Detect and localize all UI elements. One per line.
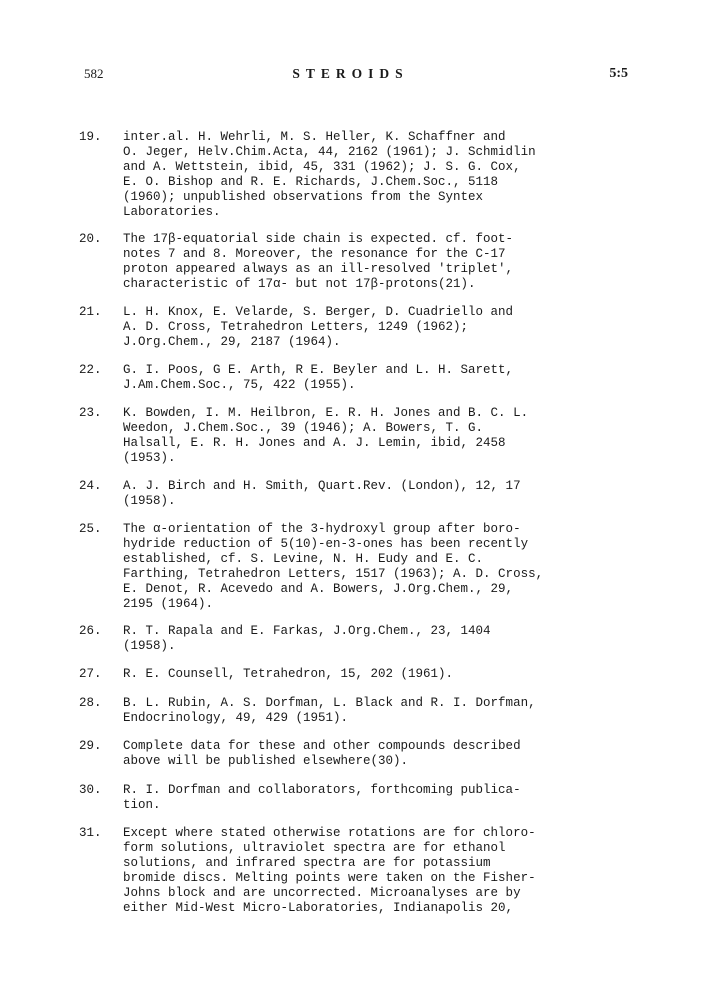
reference-line: above will be published elsewhere(30). [123,754,409,768]
reference-line: J.Am.Chem.Soc., 75, 422 (1955). [123,378,356,392]
reference-line: A. J. Birch and H. Smith, Quart.Rev. (London), 12, 17 [123,479,521,493]
page-header [0,66,701,86]
reference-line: (1958). [123,494,176,508]
reference-text [123,232,643,292]
reference-line: G. I. Poos, G E. Arth, R E. Beyler and L. H. Sarett, [123,363,514,377]
reference-line: Laboratories. [123,205,221,219]
reference-text [123,624,643,654]
reference-text [123,739,643,769]
reference-text [123,363,643,393]
reference-line: solutions, and infrared spectra are for potassium [123,856,491,870]
reference-line: L. H. Knox, E. Velarde, S. Berger, D. Cuadriello and [123,305,514,319]
reference-number: 31. [79,826,102,840]
reference-line: tion. [123,798,161,812]
issue-number: 5:5 [609,66,628,81]
reference-number: 20. [79,232,102,246]
reference-line: proton appeared always as an ill-resolved 'triplet', [123,262,514,276]
reference-line: (1958). [123,639,176,653]
reference-text [123,130,643,220]
reference-number: 19. [79,130,102,144]
reference-number: 21. [79,305,102,319]
reference-line: E. Denot, R. Acevedo and A. Bowers, J.Org.Chem., 29, [123,582,514,596]
page-number: 582 [84,66,104,81]
reference-line: R. T. Rapala and E. Farkas, J.Org.Chem., 23, 1404 [123,624,491,638]
reference-line: R. I. Dorfman and collaborators, forthcoming publica- [123,783,521,797]
reference-line: either Mid-West Micro-Laboratories, Indianapolis 20, [123,901,514,915]
reference-line: B. L. Rubin, A. S. Dorfman, L. Black and R. I. Dorfman, [123,696,536,710]
reference-line: notes 7 and 8. Moreover, the resonance for the C-17 [123,247,506,261]
reference-number: 23. [79,406,102,420]
reference-line: O. Jeger, Helv.Chim.Acta, 44, 2162 (1961); J. Schmidlin [123,145,536,159]
reference-text [123,696,643,726]
reference-line: K. Bowden, I. M. Heilbron, E. R. H. Jones and B. C. L. [123,406,529,420]
reference-line: A. D. Cross, Tetrahedron Letters, 1249 (1962); [123,320,469,334]
reference-line: Except where stated otherwise rotations are for chloro- [123,826,536,840]
reference-line: Endocrinology, 49, 429 (1951). [123,711,349,725]
journal-title: STEROIDS [292,66,409,81]
reference-line: bromide discs. Melting points were taken on the Fisher- [123,871,536,885]
reference-line: Halsall, E. R. H. Jones and A. J. Lemin, ibid, 2458 [123,436,506,450]
reference-line: E. O. Bishop and R. E. Richards, J.Chem.Soc., 5118 [123,175,499,189]
reference-number: 25. [79,522,102,536]
reference-line: form solutions, ultraviolet spectra are for ethanol [123,841,506,855]
reference-number: 28. [79,696,102,710]
reference-line: Farthing, Tetrahedron Letters, 1517 (1963); A. D. Cross, [123,567,544,581]
reference-line: R. E. Counsell, Tetrahedron, 15, 202 (1961). [123,667,454,681]
reference-text [123,826,643,916]
reference-text [123,783,643,813]
reference-text [123,522,643,612]
reference-text [123,305,643,350]
reference-line: (1960); unpublished observations from the Syntex [123,190,484,204]
reference-number: 24. [79,479,102,493]
reference-number: 22. [79,363,102,377]
reference-line: characteristic of 17α- but not 17β-protons(21). [123,277,476,291]
reference-text [123,667,643,682]
reference-line: The 17β-equatorial side chain is expected. cf. foot- [123,232,514,246]
reference-line: and A. Wettstein, ibid, 45, 331 (1962); J. S. G. Cox, [123,160,521,174]
reference-number: 26. [79,624,102,638]
reference-number: 30. [79,783,102,797]
reference-number: 27. [79,667,102,681]
reference-number: 29. [79,739,102,753]
reference-line: hydride reduction of 5(10)-en-3-ones has been recently [123,537,529,551]
reference-line: J.Org.Chem., 29, 2187 (1964). [123,335,341,349]
reference-line: Weedon, J.Chem.Soc., 39 (1946); A. Bowers, T. G. [123,421,484,435]
reference-text [123,479,643,509]
reference-line: (1953). [123,451,176,465]
reference-line: inter.al. H. Wehrli, M. S. Heller, K. Schaffner and [123,130,506,144]
reference-line: Complete data for these and other compounds described [123,739,521,753]
reference-line: established, cf. S. Levine, N. H. Eudy and E. C. [123,552,484,566]
reference-line: The α-orientation of the 3-hydroxyl group after boro- [123,522,521,536]
reference-text [123,406,643,466]
reference-line: Johns block and are uncorrected. Microanalyses are by [123,886,521,900]
reference-line: 2195 (1964). [123,597,214,611]
